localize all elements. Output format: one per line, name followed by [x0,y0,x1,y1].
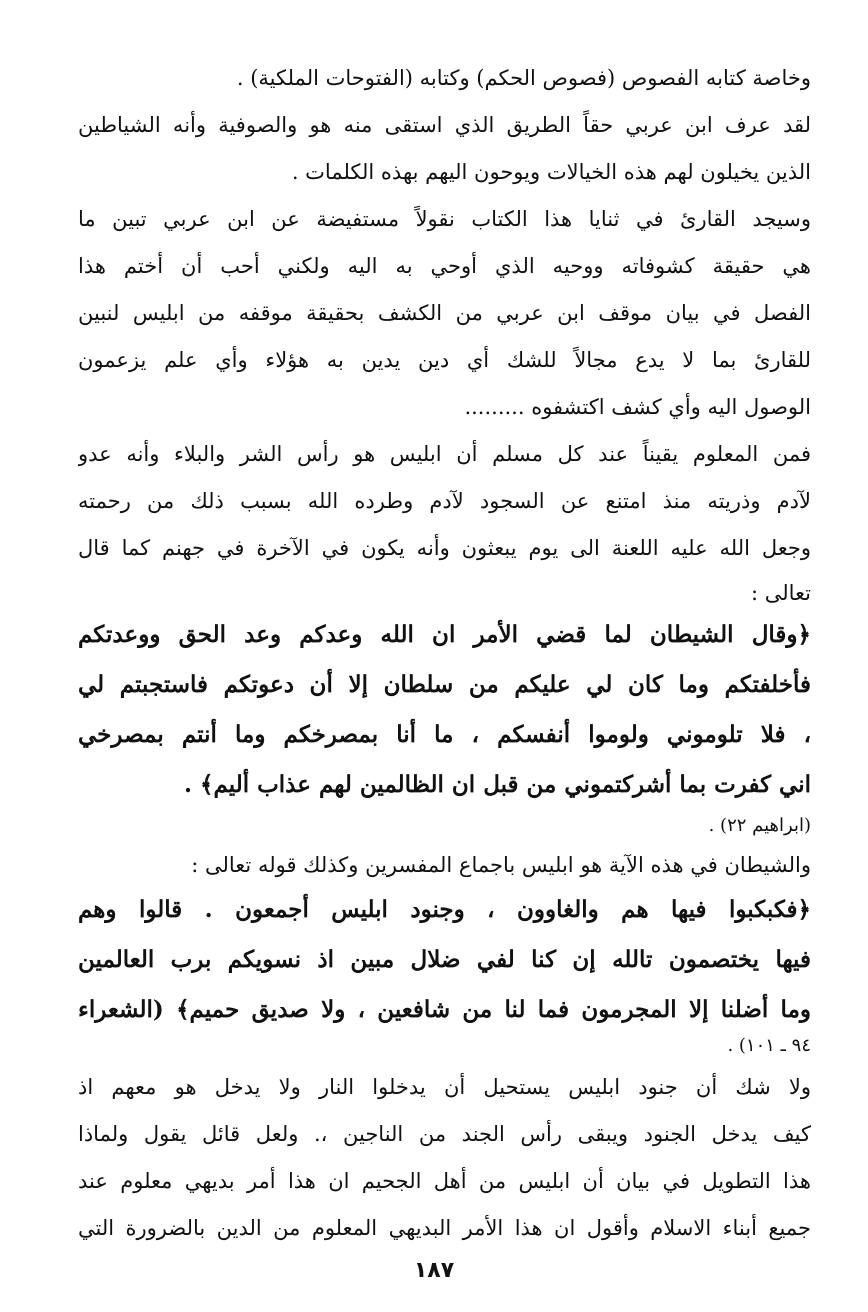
text-line: تعالى : [750,581,811,605]
text-line: هي حقيقة كشوفاته ووحيه الذي أوحي به اليه ولكني أحب أن أختم هذا [78,254,811,278]
text-line: هذا التطويل في بيان أن ابليس من أهل الجحيم ان هذا أمر بديهي معلوم عند [78,1169,811,1193]
quran-verse-line: اني كفرت بما أشركتموني من قبل ان الظالمين لهم عذاب أليم﴾ . [183,771,811,798]
text-line: لآدم وذريته منذ امتنع عن السجود لآدم وطرده الله بسبب ذلك من رحمته [78,489,811,513]
quran-verse-line: ﴿فكبكبوا فيها هم والغاوون ، وجنود ابليس أجمعون . قالوا وهم [78,896,811,923]
text-line: الذين يخيلون لهم هذه الخيالات ويوحون اليهم بهذه الكلمات . [291,160,811,184]
text-line: وسيجد القارئ في ثنايا هذا الكتاب نقولاً مستفيضة عن ابن عربي تبين ما [78,207,811,231]
text-line: وجعل الله عليه اللعنة الى يوم يبعثون وأنه يكون في الآخرة في جهنم كما قال [78,536,811,560]
text-line: جميع أبناء الاسلام وأقول ان هذا الأمر البديهي المعلوم من الدين بالضرورة التي [78,1216,811,1240]
text-line: الوصول اليه وأي كشف اكتشفوه ......... [464,395,811,419]
text-line: للقارئ بما لا يدع مجالاً للشك أي دين يدين به هؤلاء وأي علم يزعمون [78,348,811,372]
text-line: وخاصة كتابه الفصوص (فصوص الحكم) وكتابه (الفتوحات الملكية) . [236,66,811,90]
text-line: لقد عرف ابن عربي حقاً الطريق الذي استقى منه هو والصوفية وأنه الشياطين [78,113,811,137]
text-line: كيف يدخل الجنود ويبقى رأس الجند من الناجين ،. ولعل قائل يقول ولماذا [78,1122,811,1146]
quran-verse-line: وما أضلنا إلا المجرمون فما لنا من شافعين ، ولا صديق حميم﴾ (الشعراء [78,996,811,1023]
verse-reference: (ابراهيم ٢٢) . [708,815,811,836]
text-line: الفصل في بيان موقف ابن عربي من الكشف بحقيقة موقفه من ابليس لنبين [78,301,811,325]
text-line: والشيطان في هذه الآية هو ابليس باجماع المفسرين وكذلك قوله تعالى : [191,853,811,877]
page-number: ١٨٧ [413,1258,455,1283]
quran-verse-line: فأخلفتكم وما كان لي عليكم من سلطان إلا أن دعوتكم فاستجبتم لي [78,671,811,698]
quran-verse-line: ، فلا تلوموني ولوموا أنفسكم ، ما أنا بمصرخكم وما أنتم بمصرخي [78,721,811,748]
text-line: فمن المعلوم يقيناً عند كل مسلم أن ابليس هو رأس الشر والبلاء وأنه عدو [78,442,811,466]
quran-verse-line: فيها يختصمون تالله إن كنا لفي ضلال مبين اذ نسويكم برب العالمين [78,946,811,973]
quran-verse-line: ﴿وقال الشيطان لما قضي الأمر ان الله وعدكم وعد الحق ووعدتكم [78,621,811,648]
text-line: ولا شك أن جنود ابليس يستحيل أن يدخلوا النار ولا يدخل هو معهم اذ [78,1075,811,1099]
verse-reference: ٩٤ ـ ١٠١) . [727,1035,811,1056]
